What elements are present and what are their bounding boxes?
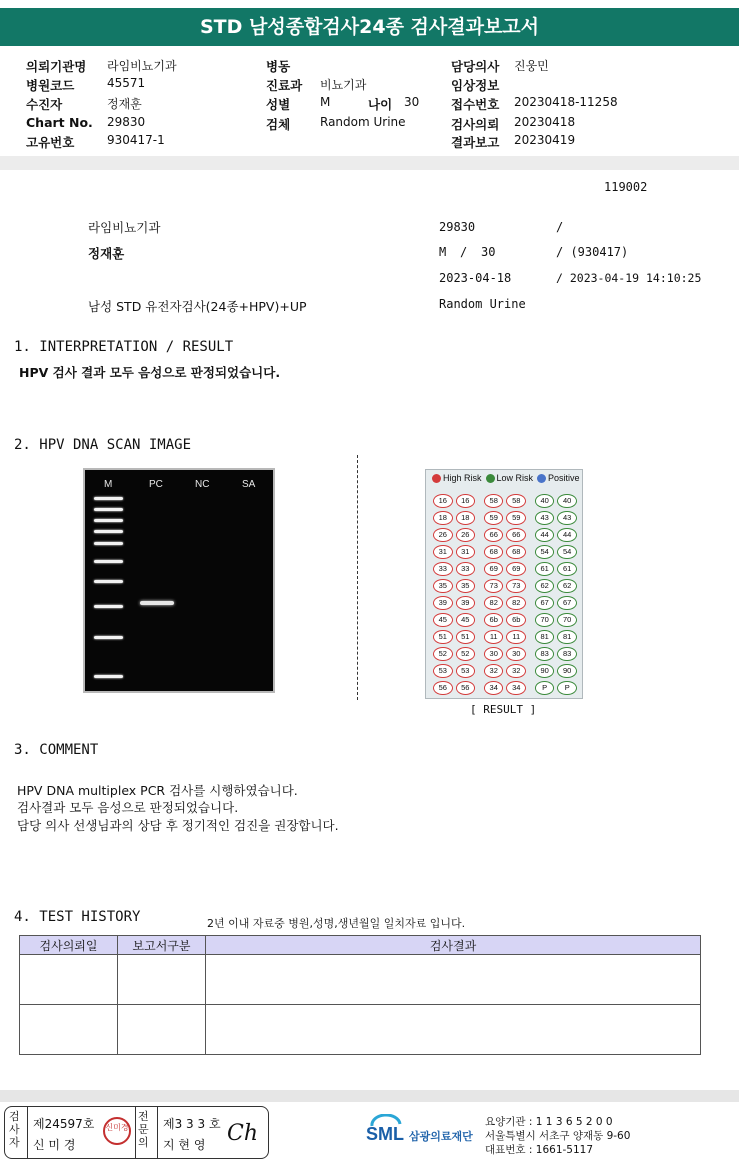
comment-line-1: HPV DNA multiplex PCR 검사를 시행하였습니다. xyxy=(17,783,298,798)
hpv-type-cell: 58 xyxy=(506,494,526,508)
value-receipt-no: 20230418-11258 xyxy=(514,95,618,109)
inspector-no: 제24597호 xyxy=(33,1117,95,1131)
value-unique-no: 930417-1 xyxy=(107,133,165,147)
marker-band xyxy=(94,675,123,678)
value-request-date: 20230418 xyxy=(514,115,576,129)
history-col-report-type: 보고서구분 xyxy=(118,936,206,955)
hpv-type-cell: 82 xyxy=(484,596,504,610)
summary-slash: / xyxy=(556,220,564,234)
hpv-type-cell: 70 xyxy=(535,613,555,627)
legend-positive: Positive xyxy=(548,473,580,483)
sml-logo xyxy=(366,1114,473,1152)
hpv-type-cell: 62 xyxy=(535,579,555,593)
hpv-type-cell: 26 xyxy=(433,528,453,542)
label-ward: 병동 xyxy=(266,59,291,74)
gel-image xyxy=(83,468,275,693)
hpv-type-cell: 82 xyxy=(506,596,526,610)
high-risk-dot-icon xyxy=(432,474,441,483)
grid-row xyxy=(433,628,580,645)
value-specimen: Random Urine xyxy=(320,115,406,129)
hpv-type-cell: 51 xyxy=(456,630,476,644)
summary-request-date: 2023-04-18 xyxy=(439,271,512,285)
marker-band xyxy=(94,530,123,533)
label-sex: 성별 xyxy=(266,97,291,112)
grid-row xyxy=(433,526,580,543)
hpv-type-cell: 34 xyxy=(484,681,504,695)
lane-label-pc: PC xyxy=(149,479,163,490)
hpv-type-cell: 81 xyxy=(557,630,577,644)
doctor-signature: Ch xyxy=(227,1121,259,1146)
hpv-type-cell: 32 xyxy=(484,664,504,678)
divider xyxy=(157,1107,158,1158)
hpv-type-cell: 45 xyxy=(456,613,476,627)
hpv-type-cell: 68 xyxy=(484,545,504,559)
result-caption: [ RESULT ] xyxy=(470,703,537,716)
value-hospital-code: 45571 xyxy=(107,76,146,90)
grid-row xyxy=(433,679,580,696)
label-request-date: 검사의뢰 xyxy=(451,117,500,132)
legend-high: High Risk xyxy=(443,473,482,483)
footer-band xyxy=(0,1090,739,1102)
doctor-name: 지 현 영 xyxy=(163,1138,206,1152)
comment-line-2: 검사결과 모두 음성으로 판정되었습니다. xyxy=(17,800,239,815)
hpv-grid xyxy=(433,492,580,696)
grid-row xyxy=(433,645,580,662)
label-specimen: 검체 xyxy=(266,117,291,132)
doctor-no: 제3 3 3 호 xyxy=(163,1117,221,1131)
hpv-type-cell: 11 xyxy=(506,630,526,644)
divider xyxy=(135,1107,136,1158)
hpv-type-cell: 51 xyxy=(433,630,453,644)
hpv-type-cell: 59 xyxy=(506,511,526,525)
hpv-type-cell: 66 xyxy=(484,528,504,542)
label-chart-no: Chart No. xyxy=(26,115,93,130)
value-doctor: 진웅민 xyxy=(514,59,549,73)
footer-address: 서울특별시 서초구 양재동 9-60 xyxy=(485,1130,631,1142)
hpv-type-cell: 69 xyxy=(506,562,526,576)
hpv-type-cell: 45 xyxy=(433,613,453,627)
marker-band xyxy=(94,605,123,608)
hpv-type-cell: 44 xyxy=(535,528,555,542)
hpv-type-cell: 16 xyxy=(433,494,453,508)
marker-band xyxy=(94,497,123,500)
hpv-type-cell: 39 xyxy=(456,596,476,610)
hpv-type-cell: 30 xyxy=(506,647,526,661)
hpv-type-cell: 53 xyxy=(456,664,476,678)
summary-age: 30 xyxy=(481,245,496,259)
lane-label-nc: NC xyxy=(195,479,210,490)
hpv-type-cell: 26 xyxy=(456,528,476,542)
hpv-type-cell: 35 xyxy=(456,579,476,593)
hpv-type-cell: 18 xyxy=(456,511,476,525)
summary-specimen: Random Urine xyxy=(439,297,526,311)
value-clinic: 라임비뇨기과 xyxy=(107,59,177,73)
value-sex: M xyxy=(320,95,331,109)
summary-birth: / (930417) xyxy=(556,245,629,259)
hpv-type-cell: 61 xyxy=(535,562,555,576)
inspector-label: 검사자 xyxy=(9,1110,20,1149)
value-report-date: 20230419 xyxy=(514,133,576,147)
hpv-type-cell: 59 xyxy=(484,511,504,525)
hpv-type-cell: 43 xyxy=(535,511,555,525)
hpv-type-cell: 67 xyxy=(535,596,555,610)
section1-result: HPV 검사 결과 모두 음성으로 판정되었습니다. xyxy=(19,365,281,380)
hpv-type-cell: 90 xyxy=(557,664,577,678)
history-col-request-date: 검사의뢰일 xyxy=(20,936,118,955)
hpv-type-cell: 69 xyxy=(484,562,504,576)
low-risk-dot-icon xyxy=(486,474,495,483)
footer-phone: 대표번호 : 1661-5117 xyxy=(485,1144,594,1156)
history-note: 2년 이내 자료중 병원,성명,생년월일 일치자료 입니다. xyxy=(207,917,466,930)
hpv-type-cell: 39 xyxy=(433,596,453,610)
lane-label-sa: SA xyxy=(242,479,256,490)
summary-sep: / xyxy=(460,245,468,259)
inspector-name: 신 미 경 xyxy=(33,1138,76,1152)
hpv-type-cell: 44 xyxy=(557,528,577,542)
signature-box xyxy=(4,1106,269,1159)
hpv-type-cell: 83 xyxy=(535,647,555,661)
grid-row xyxy=(433,509,580,526)
org-name: 삼광의료재단 xyxy=(409,1130,473,1143)
hpv-type-cell: 61 xyxy=(557,562,577,576)
hpv-type-cell: P xyxy=(535,681,555,695)
hpv-type-cell: 34 xyxy=(506,681,526,695)
legend xyxy=(430,473,580,483)
hpv-type-cell: 73 xyxy=(484,579,504,593)
summary-chart: 29830 xyxy=(439,220,476,234)
grid-row xyxy=(433,560,580,577)
label-clinical-info: 임상정보 xyxy=(451,78,500,93)
value-department: 비뇨기과 xyxy=(320,78,367,92)
hpv-type-cell: 70 xyxy=(557,613,577,627)
hpv-type-cell: 16 xyxy=(456,494,476,508)
hpv-type-cell: 56 xyxy=(456,681,476,695)
hpv-type-cell: 90 xyxy=(535,664,555,678)
header-info xyxy=(0,54,739,154)
section3-title: 3. COMMENT xyxy=(14,742,99,758)
value-age: 30 xyxy=(404,95,420,109)
value-patient: 정재훈 xyxy=(107,97,142,111)
table-row xyxy=(20,1005,701,1055)
label-report-date: 결과보고 xyxy=(451,135,500,150)
section4-title: 4. TEST HISTORY xyxy=(14,909,141,925)
section1-title: 1. INTERPRETATION / RESULT xyxy=(14,339,234,355)
marker-band xyxy=(94,519,123,522)
hpv-type-cell: 35 xyxy=(433,579,453,593)
doctor-label: 전문의 xyxy=(138,1110,149,1149)
separator-band xyxy=(0,156,739,170)
history-col-result: 검사결과 xyxy=(206,936,701,955)
hpv-result-panel xyxy=(425,469,583,699)
hpv-type-cell: 52 xyxy=(456,647,476,661)
hpv-type-cell: 32 xyxy=(506,664,526,678)
grid-row xyxy=(433,492,580,509)
label-doctor: 담당의사 xyxy=(451,59,500,74)
report-title: STD 남성종합검사24종 검사결과보고서 xyxy=(0,8,739,46)
hpv-type-cell: 40 xyxy=(535,494,555,508)
hpv-type-cell: 33 xyxy=(433,562,453,576)
section2-title: 2. HPV DNA SCAN IMAGE xyxy=(14,437,192,453)
pc-band xyxy=(140,601,174,605)
summary-patient: 정재훈 xyxy=(88,246,125,261)
marker-band xyxy=(94,542,123,545)
summary-test: 남성 STD 유전자검사(24종+HPV)+UP xyxy=(88,299,307,314)
hpv-type-cell: 43 xyxy=(557,511,577,525)
marker-band xyxy=(94,580,123,583)
hpv-type-cell: 62 xyxy=(557,579,577,593)
hpv-type-cell: 54 xyxy=(557,545,577,559)
value-chart-no: 29830 xyxy=(107,115,146,129)
report-number: 119002 xyxy=(604,180,648,194)
hpv-type-cell: 52 xyxy=(433,647,453,661)
hpv-type-cell: 54 xyxy=(535,545,555,559)
hpv-type-cell: P xyxy=(557,681,577,695)
summary-clinic: 라임비뇨기과 xyxy=(88,220,161,235)
divider xyxy=(27,1107,28,1158)
grid-row xyxy=(433,611,580,628)
label-clinic: 의뢰기관명 xyxy=(26,59,87,74)
grid-row xyxy=(433,543,580,560)
label-receipt-no: 접수번호 xyxy=(451,97,500,112)
hpv-type-cell: 6b xyxy=(506,613,526,627)
hpv-type-cell: 33 xyxy=(456,562,476,576)
grid-row xyxy=(433,662,580,679)
summary-report-datetime: / 2023-04-19 14:10:25 xyxy=(556,271,702,285)
marker-band xyxy=(94,508,123,511)
label-hospital-code: 병원코드 xyxy=(26,78,75,93)
grid-row xyxy=(433,594,580,611)
hpv-type-cell: 66 xyxy=(506,528,526,542)
hpv-type-cell: 11 xyxy=(484,630,504,644)
hpv-type-cell: 53 xyxy=(433,664,453,678)
footer-code: 요양기관 : 1 1 3 6 5 2 0 0 xyxy=(485,1116,613,1128)
lane-label-m: M xyxy=(104,479,113,490)
grid-row xyxy=(433,577,580,594)
hpv-type-cell: 6b xyxy=(484,613,504,627)
comment-line-3: 담당 의사 선생님과의 상담 후 정기적인 검진을 권장합니다. xyxy=(17,818,339,833)
hpv-type-cell: 81 xyxy=(535,630,555,644)
hpv-type-cell: 67 xyxy=(557,596,577,610)
history-table xyxy=(19,935,701,1055)
hpv-type-cell: 31 xyxy=(433,545,453,559)
marker-band xyxy=(94,560,123,563)
table-row xyxy=(20,955,701,1005)
hpv-type-cell: 58 xyxy=(484,494,504,508)
logo-text: SML xyxy=(366,1124,404,1144)
marker-band xyxy=(94,636,123,639)
legend-low: Low Risk xyxy=(496,473,534,483)
hpv-type-cell: 18 xyxy=(433,511,453,525)
label-department: 진료과 xyxy=(266,78,303,93)
hpv-type-cell: 40 xyxy=(557,494,577,508)
hpv-type-cell: 31 xyxy=(456,545,476,559)
label-age: 나이 xyxy=(368,97,393,112)
summary-sex: M xyxy=(439,245,447,259)
positive-dot-icon xyxy=(537,474,546,483)
divider-dashed xyxy=(357,455,358,700)
hpv-type-cell: 30 xyxy=(484,647,504,661)
hpv-type-cell: 56 xyxy=(433,681,453,695)
hpv-type-cell: 83 xyxy=(557,647,577,661)
hpv-type-cell: 73 xyxy=(506,579,526,593)
label-patient: 수진자 xyxy=(26,97,63,112)
inspector-seal: 신미경 xyxy=(103,1117,131,1145)
label-unique-no: 고유번호 xyxy=(26,135,75,150)
hpv-type-cell: 68 xyxy=(506,545,526,559)
